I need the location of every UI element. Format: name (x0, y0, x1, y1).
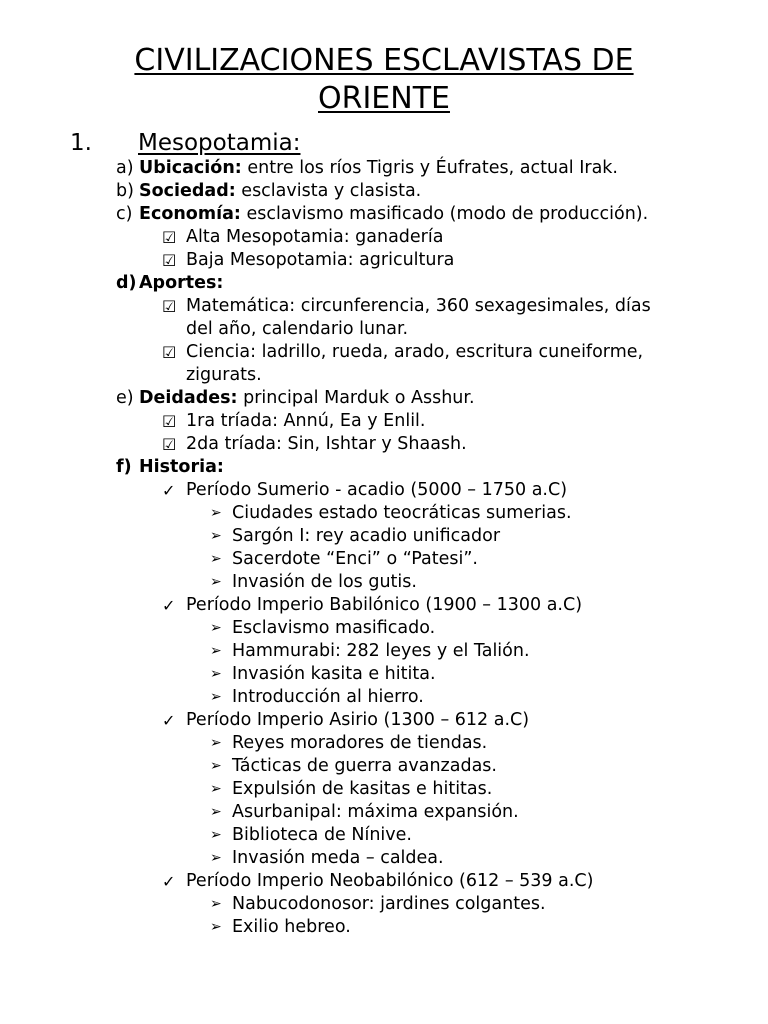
period-point-text: Esclavismo masificado. (232, 618, 436, 638)
list-item-text: 1ra tríada: Annú, Ea y Enlil. (186, 411, 426, 431)
list-item (0, 433, 768, 456)
arrow-icon: ➢ (210, 528, 222, 544)
arrow-icon: ➢ (210, 551, 222, 567)
period-name: Período Sumerio - acadio (5000 – 1750 a.C) (186, 480, 568, 500)
arrow-icon: ➢ (210, 505, 222, 521)
item-marker: c) (116, 204, 133, 224)
period-point (0, 617, 768, 640)
period-point (0, 801, 768, 824)
check-icon: ✓ (162, 711, 176, 730)
arrow-icon: ➢ (210, 919, 222, 935)
list-item (0, 226, 768, 249)
item-sociedad (0, 180, 768, 203)
list-item-continuation (0, 318, 768, 341)
list-item-text: Matemática: circunferencia, 360 sexagesimales, días (186, 296, 651, 316)
list-item (0, 410, 768, 433)
item-economia (0, 203, 768, 226)
period-point (0, 548, 768, 571)
item-marker: f) (116, 457, 132, 477)
list-item-continuation (0, 364, 768, 387)
item-aportes (0, 272, 768, 295)
period-point-text: Hammurabi: 282 leyes y el Talión. (232, 641, 530, 661)
section-heading (70, 128, 300, 158)
item-key: Economía: (139, 204, 241, 224)
period-point (0, 847, 768, 870)
item-key: Historia: (139, 457, 224, 477)
title-line-2: ORIENTE (318, 81, 450, 116)
period-heading (0, 594, 768, 617)
period-point-text: Biblioteca de Nínive. (232, 825, 412, 845)
list-item-text: Alta Mesopotamia: ganadería (186, 227, 444, 247)
period-point-text: Sacerdote “Enci” o “Patesi”. (232, 549, 478, 569)
item-text: principal Marduk o Asshur. (237, 388, 475, 408)
page-title (0, 42, 768, 118)
period-point (0, 686, 768, 709)
arrow-icon: ➢ (210, 735, 222, 751)
period-heading (0, 479, 768, 502)
arrow-icon: ➢ (210, 643, 222, 659)
item-marker: d) (116, 273, 137, 293)
list-item-text: zigurats. (186, 365, 262, 385)
period-point (0, 640, 768, 663)
arrow-icon: ➢ (210, 781, 222, 797)
period-name: Período Imperio Asirio (1300 – 612 a.C) (186, 710, 530, 730)
arrow-icon: ➢ (210, 804, 222, 820)
period-point-text: Invasión kasita e hitita. (232, 664, 436, 684)
item-text: esclavista y clasista. (235, 181, 422, 201)
list-item (0, 295, 768, 318)
item-text: esclavismo masificado (modo de producción). (240, 204, 649, 224)
item-deidades (0, 387, 768, 410)
period-point (0, 755, 768, 778)
checkbox-icon: ☑ (162, 297, 177, 316)
list-item-text: Ciencia: ladrillo, rueda, arado, escritura cuneiforme, (186, 342, 644, 362)
checkbox-icon: ☑ (162, 412, 177, 431)
item-marker: b) (116, 181, 134, 201)
item-key: Ubicación: (139, 158, 242, 178)
item-historia (0, 456, 768, 479)
title-line-1: CIVILIZACIONES ESCLAVISTAS DE (134, 43, 634, 78)
arrow-icon: ➢ (210, 758, 222, 774)
arrow-icon: ➢ (210, 827, 222, 843)
period-point-text: Asurbanipal: máxima expansión. (232, 802, 519, 822)
check-icon: ✓ (162, 872, 176, 891)
arrow-icon: ➢ (210, 666, 222, 682)
period-point (0, 502, 768, 525)
item-marker: a) (116, 158, 134, 178)
arrow-icon: ➢ (210, 896, 222, 912)
checkbox-icon: ☑ (162, 343, 177, 362)
period-point-text: Invasión meda – caldea. (232, 848, 444, 868)
item-ubicacion (0, 157, 768, 180)
arrow-icon: ➢ (210, 620, 222, 636)
checkbox-icon: ☑ (162, 228, 177, 247)
arrow-icon: ➢ (210, 689, 222, 705)
period-point-text: Invasión de los gutis. (232, 572, 417, 592)
list-item-text: 2da tríada: Sin, Ishtar y Shaash. (186, 434, 467, 454)
period-point (0, 824, 768, 847)
period-point (0, 525, 768, 548)
check-icon: ✓ (162, 596, 176, 615)
period-point-text: Introducción al hierro. (232, 687, 424, 707)
period-point-text: Sargón I: rey acadio unificador (232, 526, 501, 546)
checkbox-icon: ☑ (162, 435, 177, 454)
period-point (0, 571, 768, 594)
period-point-text: Reyes moradores de tiendas. (232, 733, 488, 753)
list-item-text: del año, calendario lunar. (186, 319, 409, 339)
period-point (0, 663, 768, 686)
checkbox-icon: ☑ (162, 251, 177, 270)
period-heading (0, 870, 768, 893)
period-heading (0, 709, 768, 732)
period-point (0, 916, 768, 939)
list-item (0, 341, 768, 364)
item-key: Sociedad: (139, 181, 236, 201)
period-point-text: Expulsión de kasitas e hititas. (232, 779, 493, 799)
period-name: Período Imperio Neobabilónico (612 – 539 a.C) (186, 871, 594, 891)
outline (0, 157, 768, 939)
item-text: entre los ríos Tigris y Éufrates, actual Irak. (241, 158, 618, 178)
period-point-text: Tácticas de guerra avanzadas. (232, 756, 497, 776)
list-item (0, 249, 768, 272)
item-marker: e) (116, 388, 134, 408)
arrow-icon: ➢ (210, 850, 222, 866)
period-name: Período Imperio Babilónico (1900 – 1300 a.C) (186, 595, 583, 615)
arrow-icon: ➢ (210, 574, 222, 590)
period-point (0, 778, 768, 801)
check-icon: ✓ (162, 481, 176, 500)
period-point-text: Nabucodonosor: jardines colgantes. (232, 894, 546, 914)
period-point (0, 732, 768, 755)
item-key: Aportes: (139, 273, 224, 293)
period-point-text: Ciudades estado teocráticas sumerias. (232, 503, 572, 523)
period-point-text: Exilio hebreo. (232, 917, 351, 937)
section-label: Mesopotamia: (138, 130, 301, 156)
period-point (0, 893, 768, 916)
item-key: Deidades: (139, 388, 238, 408)
section-number: 1. (70, 130, 92, 156)
list-item-text: Baja Mesopotamia: agricultura (186, 250, 455, 270)
